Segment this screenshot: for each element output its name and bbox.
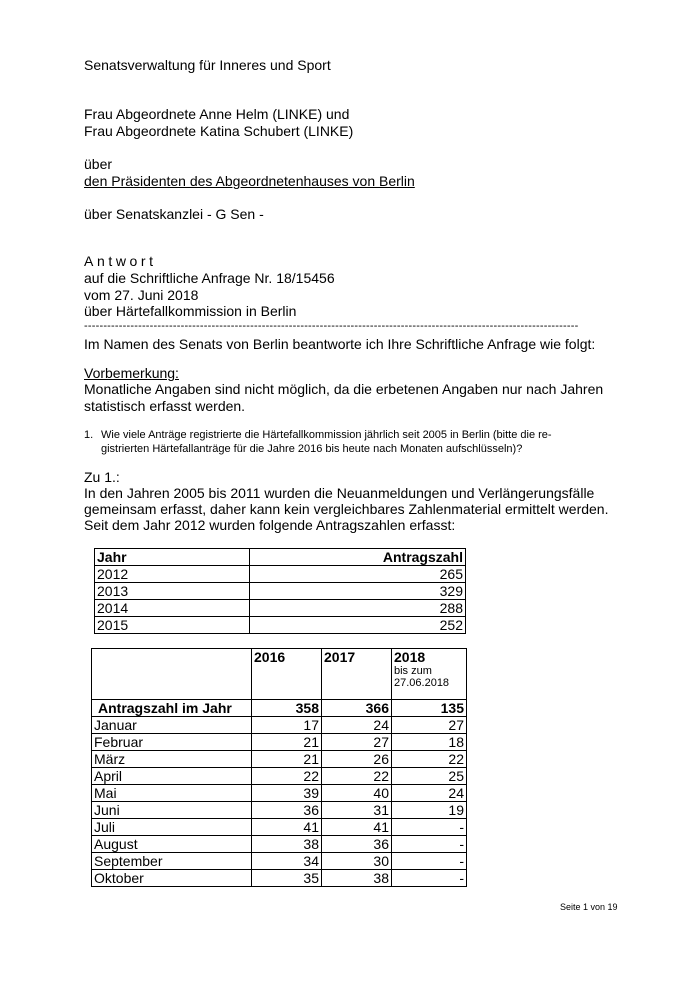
month-cell: Oktober (92, 870, 252, 887)
recipient-line-1: Frau Abgeordnete Anne Helm (LINKE) und (84, 106, 350, 122)
table-row (92, 836, 467, 853)
month-cell: März (92, 751, 252, 768)
value-2016: 41 (252, 819, 322, 836)
count-cell: 329 (250, 583, 466, 600)
month-cell: September (92, 853, 252, 870)
response-heading: Zu 1.: (84, 469, 120, 485)
preliminary-line-1: Monatliche Angaben sind nicht möglich, da die erbetenen Angaben nur nach Jahren (84, 381, 604, 397)
table-header-row (92, 649, 467, 700)
response-line-3: Seit dem Jahr 2012 wurden folgende Antragszahlen erfasst: (84, 517, 456, 533)
month-cell: April (92, 768, 252, 785)
preliminary-heading: Vorbemerkung: (84, 365, 179, 381)
table-row (92, 870, 467, 887)
value-2016: 21 (252, 751, 322, 768)
question-line-1: Wie viele Anträge registrierte die Härtefallkommission jährlich seit 2005 in Berlin (bitte die re- (101, 429, 552, 441)
value-2017: 38 (322, 870, 392, 887)
table-row (92, 768, 467, 785)
column-header-2018-label: 2018 (394, 649, 426, 665)
value-2017: 40 (322, 785, 392, 802)
year-cell: 2013 (95, 583, 250, 600)
total-label: Antragszahl im Jahr (92, 700, 252, 717)
answer-line-3: über Härtefallkommission in Berlin (84, 303, 297, 319)
value-2018: 25 (392, 768, 467, 785)
table-row (95, 617, 466, 634)
answer-line-1: auf die Schriftliche Anfrage Nr. 18/15456 (84, 270, 335, 286)
total-2018: 135 (392, 700, 467, 717)
table-row (92, 819, 467, 836)
month-cell: Februar (92, 734, 252, 751)
recipient-line-2: Frau Abgeordnete Katina Schubert (LINKE) (84, 123, 354, 139)
sender-line: Senatsverwaltung für Inneres und Sport (84, 57, 331, 73)
column-header-2017: 2017 (322, 649, 392, 700)
value-2018: - (392, 853, 467, 870)
count-cell: 288 (250, 600, 466, 617)
count-cell: 265 (250, 566, 466, 583)
value-2017: 36 (322, 836, 392, 853)
via-line-3: über Senatskanzlei - G Sen - (84, 206, 264, 222)
column-header-2018-note: bis zum 27.06.2018 (394, 665, 450, 689)
value-2018: 27 (392, 717, 467, 734)
column-header-2018 (392, 649, 467, 700)
value-2018: 22 (392, 751, 467, 768)
value-2016: 35 (252, 870, 322, 887)
table-row (92, 717, 467, 734)
intro-text: Im Namen des Senats von Berlin beantworte ich Ihre Schriftliche Anfrage wie folgt: (84, 336, 596, 352)
year-cell: 2012 (95, 566, 250, 583)
value-2016: 39 (252, 785, 322, 802)
via-line-2: den Präsidenten des Abgeordnetenhauses von Berlin (84, 173, 415, 189)
table-row (92, 751, 467, 768)
value-2018: 18 (392, 734, 467, 751)
count-cell: 252 (250, 617, 466, 634)
value-2018: - (392, 870, 467, 887)
value-2017: 22 (322, 768, 392, 785)
month-cell: Juni (92, 802, 252, 819)
value-2016: 38 (252, 836, 322, 853)
value-2016: 34 (252, 853, 322, 870)
response-line-2: gemeinsam erfasst, daher kann kein vergleichbares Zahlenmaterial ermittelt werden. (84, 501, 609, 517)
value-2017: 31 (322, 802, 392, 819)
value-2016: 36 (252, 802, 322, 819)
month-cell: Januar (92, 717, 252, 734)
value-2017: 30 (322, 853, 392, 870)
column-header-2016: 2016 (252, 649, 322, 700)
month-cell: Juli (92, 819, 252, 836)
value-2018: 19 (392, 802, 467, 819)
year-cell: 2014 (95, 600, 250, 617)
question-number: 1. (84, 429, 94, 441)
table-row (92, 853, 467, 870)
value-2016: 21 (252, 734, 322, 751)
total-2017: 366 (322, 700, 392, 717)
table-row (95, 566, 466, 583)
column-header-year: Jahr (95, 549, 250, 566)
table-header-row (95, 549, 466, 566)
table-row (92, 734, 467, 751)
month-cell: Mai (92, 785, 252, 802)
month-cell: August (92, 836, 252, 853)
answer-line-2: vom 27. Juni 2018 (84, 287, 199, 303)
response-line-1: In den Jahren 2005 bis 2011 wurden die Neuanmeldungen und Verlängerungsfälle (84, 485, 595, 501)
page-number: Seite 1 von 19 (560, 902, 618, 912)
total-2016: 358 (252, 700, 322, 717)
column-header-count: Antragszahl (250, 549, 466, 566)
table-total-row (92, 700, 467, 717)
question-line-2: gistrierten Härtefallanträge für die Jahre 2016 bis heute nach Monaten aufschlüsseln)? (101, 443, 523, 455)
answer-heading: Antwort (84, 253, 157, 269)
yearly-table (94, 548, 466, 634)
year-cell: 2015 (95, 617, 250, 634)
value-2017: 41 (322, 819, 392, 836)
monthly-table (91, 648, 467, 887)
preliminary-line-2: statistisch erfasst werden. (84, 398, 246, 414)
via-line-1: über (84, 156, 113, 172)
table-row (95, 600, 466, 617)
table-row (95, 583, 466, 600)
value-2018: 24 (392, 785, 467, 802)
value-2018: - (392, 819, 467, 836)
table-row (92, 785, 467, 802)
value-2017: 26 (322, 751, 392, 768)
value-2016: 22 (252, 768, 322, 785)
column-header-empty (92, 649, 252, 700)
value-2016: 17 (252, 717, 322, 734)
value-2017: 27 (322, 734, 392, 751)
table-row (92, 802, 467, 819)
separator-line: -------------------------------------------------------------------------------------------------------------------------------- (84, 320, 579, 332)
value-2018: - (392, 836, 467, 853)
value-2017: 24 (322, 717, 392, 734)
